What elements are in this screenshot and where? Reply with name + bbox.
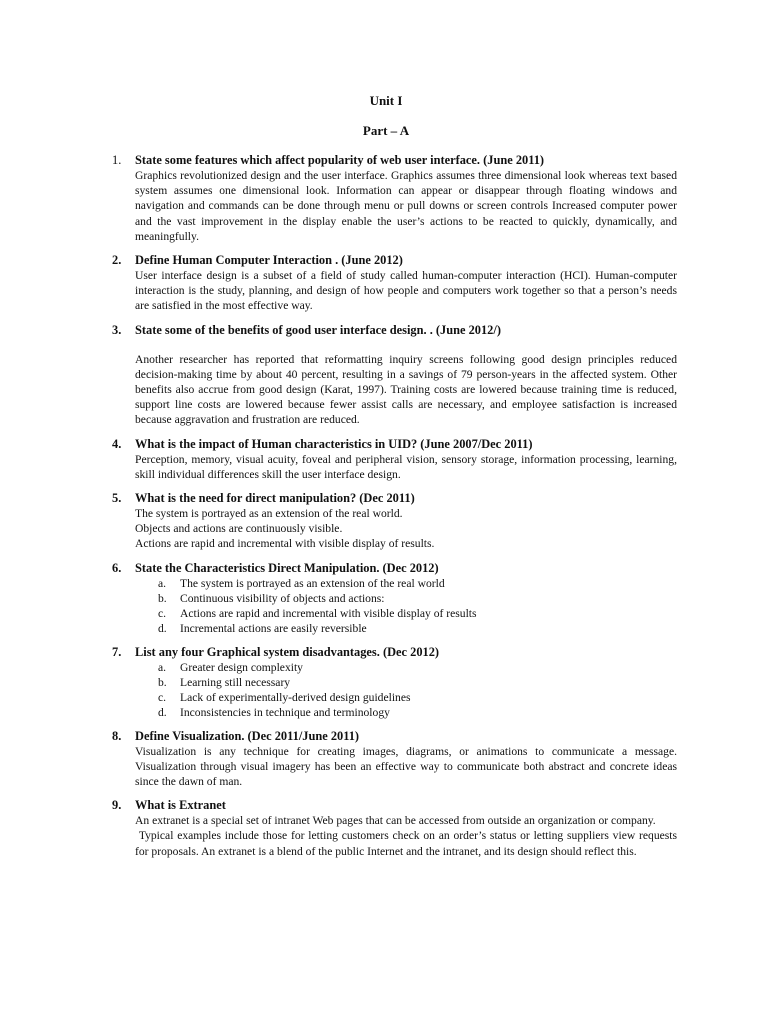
answer-list bbox=[135, 660, 677, 720]
question-title: State the Characteristics Direct Manipulation. (Dec 2012) bbox=[135, 560, 439, 575]
answer-paragraph: User interface design is a subset of a field of study called human-computer interaction (HCI). Human-computer interaction is the study, planning, and design of how people and computers work together so that a person’s needs are satisfied in the most effective way. bbox=[135, 269, 677, 313]
list-item bbox=[135, 576, 677, 591]
question-title: Define Human Computer Interaction . (June 2012) bbox=[135, 253, 403, 268]
question-number: 6. bbox=[112, 560, 122, 575]
list-marker: d. bbox=[158, 621, 167, 635]
question-list bbox=[0, 153, 768, 867]
question-2 bbox=[0, 253, 768, 314]
list-item bbox=[135, 675, 677, 690]
answer bbox=[135, 744, 677, 790]
question-number: 8. bbox=[112, 728, 122, 743]
list-item bbox=[135, 621, 677, 636]
answer bbox=[135, 576, 677, 636]
list-marker: b. bbox=[158, 675, 167, 689]
list-item-text: Incremental actions are easily reversible bbox=[180, 621, 367, 635]
answer-list bbox=[135, 576, 677, 636]
answer bbox=[135, 452, 677, 482]
list-item-text: Greater design complexity bbox=[180, 660, 303, 674]
question-9 bbox=[0, 798, 768, 859]
list-marker: b. bbox=[158, 591, 167, 605]
answer-paragraph: An extranet is a special set of intranet Web pages that can be accessed from outside an organization or company. bbox=[135, 814, 656, 828]
question-number: 9. bbox=[112, 798, 122, 813]
question-8 bbox=[0, 729, 768, 790]
list-item bbox=[135, 606, 677, 621]
question-number: 4. bbox=[112, 436, 122, 451]
question-3 bbox=[0, 323, 768, 428]
list-item-text: The system is portrayed as an extension of the real world bbox=[180, 576, 445, 590]
question-5 bbox=[0, 491, 768, 552]
question-number: 3. bbox=[112, 322, 122, 337]
answer-paragraph: Visualization is any technique for creating images, diagrams, or animations to communicate a message. Visualization through visual imagery has been an effective way to communicate both abstract and concrete ideas since the dawn of man. bbox=[135, 744, 677, 789]
question-7 bbox=[0, 645, 768, 720]
answer bbox=[135, 813, 680, 859]
list-item-text: Learning still necessary bbox=[180, 675, 291, 689]
answer bbox=[135, 352, 677, 428]
answer-line: Objects and actions are continuously visible. bbox=[135, 522, 343, 536]
list-marker: a. bbox=[158, 660, 167, 674]
answer-paragraph: Typical examples include those for letting customers check on an order’s status or letting suppliers view requests for proposals. An extranet is a blend of the public Internet and the intranet, and its design should reflect this. bbox=[135, 829, 680, 858]
question-title: List any four Graphical system disadvantages. (Dec 2012) bbox=[135, 644, 440, 659]
list-item bbox=[135, 690, 677, 705]
question-number: 1. bbox=[112, 153, 122, 167]
list-item bbox=[135, 591, 677, 606]
list-item-text: Actions are rapid and incremental with visible display of results bbox=[180, 606, 477, 620]
question-number: 7. bbox=[112, 644, 122, 659]
list-item-text: Continuous visibility of objects and actions: bbox=[180, 591, 385, 605]
question-number: 5. bbox=[112, 491, 122, 506]
question-title: Define Visualization. (Dec 2011/June 2011) bbox=[135, 728, 360, 743]
question-number: 2. bbox=[112, 253, 122, 268]
answer bbox=[135, 268, 677, 314]
list-item bbox=[135, 705, 677, 720]
answer-paragraph: Perception, memory, visual acuity, foveal and peripheral vision, sensory storage, information processing, learning, skill individual differences skill the user interface design. bbox=[135, 452, 677, 481]
answer-paragraph: Graphics revolutionized design and the user interface. Graphics assumes three dimensional look whereas text based system assumes one dimensional look. Information can appear or disappear through floating windows and navigation and commands can be done through menu or pull downs or screen controls Increased computer power and the vast improvement in the display enable the user’s actions to be reacted to quickly, dynamically, and meaningfully. bbox=[135, 169, 677, 243]
answer bbox=[135, 168, 677, 244]
list-marker: c. bbox=[158, 690, 167, 704]
answer bbox=[135, 506, 677, 552]
question-title: What is the need for direct manipulation? (Dec 2011) bbox=[135, 491, 415, 506]
answer bbox=[135, 660, 677, 720]
question-6 bbox=[0, 561, 768, 636]
list-marker: d. bbox=[158, 705, 167, 719]
question-title: What is Extranet bbox=[135, 798, 226, 813]
question-title: What is the impact of Human characteristics in UID? (June 2007/Dec 2011) bbox=[135, 436, 533, 451]
unit-heading: Unit I bbox=[369, 93, 403, 108]
answer-line: Actions are rapid and incremental with visible display of results. bbox=[135, 537, 435, 551]
list-item-text: Inconsistencies in technique and terminology bbox=[180, 705, 390, 719]
list-marker: c. bbox=[158, 606, 167, 620]
question-4 bbox=[0, 437, 768, 482]
question-1 bbox=[0, 153, 768, 244]
question-title: State some of the benefits of good user interface design. . (June 2012/) bbox=[135, 322, 501, 337]
part-heading: Part – A bbox=[362, 123, 410, 138]
list-marker: a. bbox=[158, 576, 167, 590]
list-item-text: Lack of experimentally-derived design guidelines bbox=[180, 690, 411, 704]
answer-paragraph: Another researcher has reported that reformatting inquiry screens following good design principles reduced decision-making time by about 40 percent, resulting in a savings of 79 person-years in the affected system. Other benefits also accrue from good design (Karat, 1997). Training costs are lowered because training time is reduced, support line costs are lowered because fewer assist calls are necessary, and employee satisfaction is increased because aggravation and frustration are reduced. bbox=[135, 352, 677, 427]
list-item bbox=[135, 660, 677, 675]
answer-line: The system is portrayed as an extension of the real world. bbox=[135, 507, 403, 521]
question-title: State some features which affect popularity of web user interface. (June 2011) bbox=[135, 153, 545, 167]
